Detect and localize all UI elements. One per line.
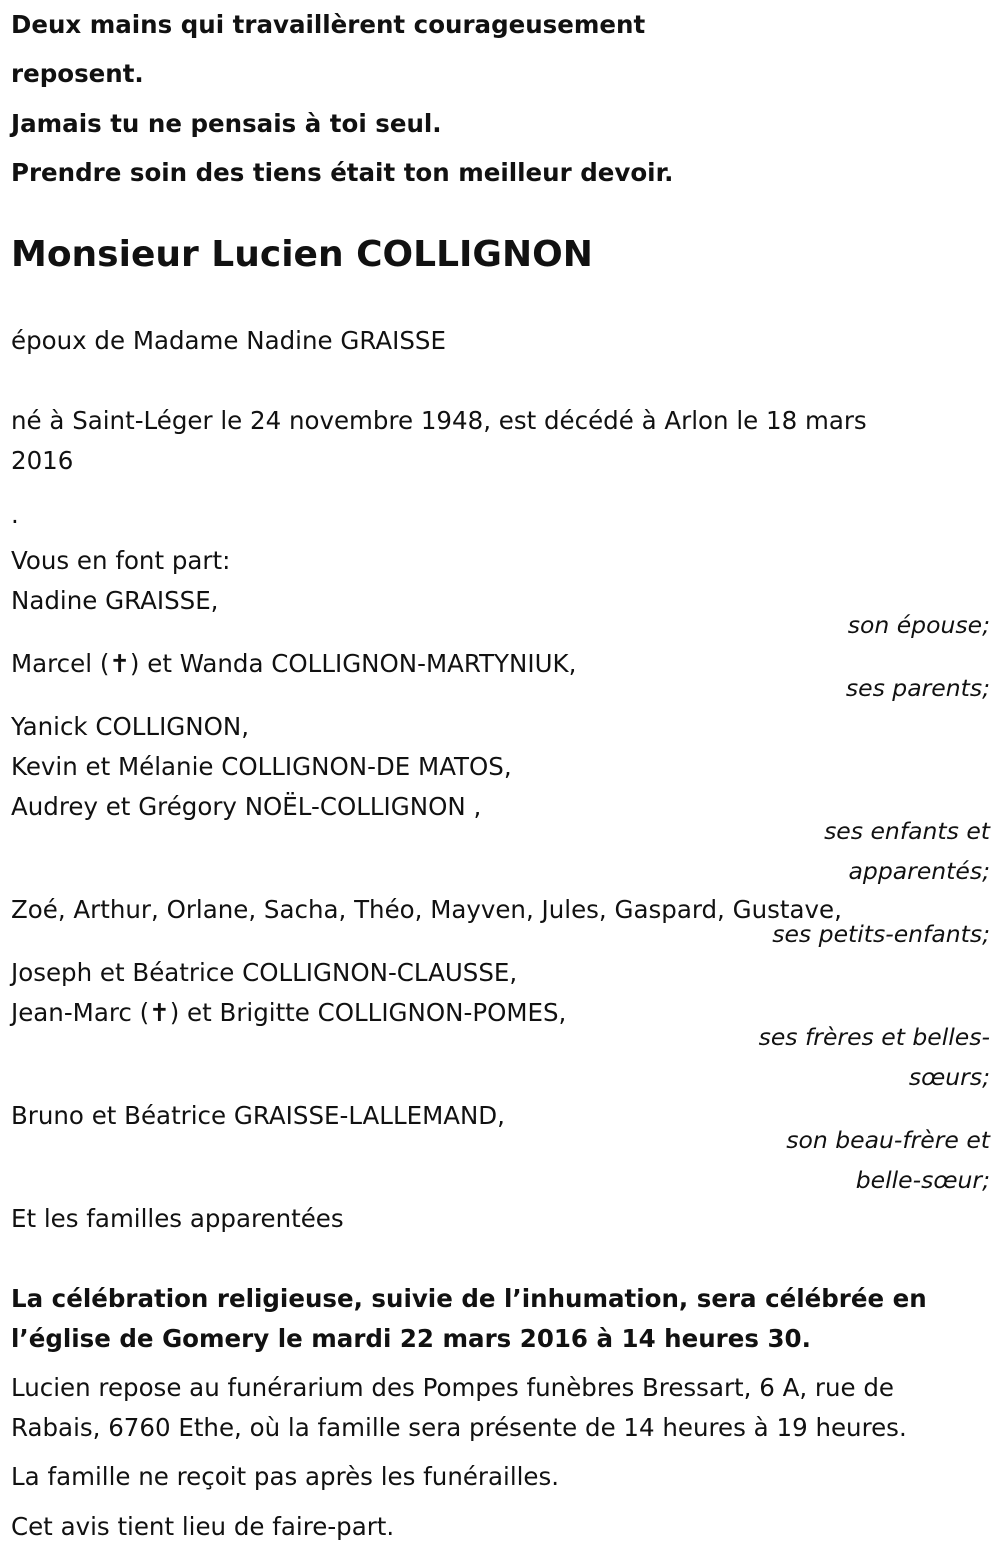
in-laws-relation-line-2: belle-sœur; [855, 1166, 990, 1194]
poem-line-2: reposent. [11, 59, 144, 88]
spouse-line: époux de Madame Nadine GRAISSE [11, 326, 446, 355]
parents-names: Marcel (✝) et Wanda COLLIGNON-MARTYNIUK, [11, 649, 577, 678]
children-relation-line-1: ses enfants et [824, 817, 990, 845]
poem-line-4: Prendre soin des tiens était ton meilleur devoir. [11, 158, 674, 187]
child-2: Kevin et Mélanie COLLIGNON-DE MATOS, [11, 752, 512, 781]
siblings-relation-line-2: sœurs; [908, 1063, 990, 1091]
repose-line-1: Lucien repose au funérarium des Pompes funèbres Bressart, 6 A, rue de [11, 1373, 895, 1402]
repose-line-2: Rabais, 6760 Ethe, où la famille sera présente de 14 heures à 19 heures. [11, 1413, 907, 1442]
in-laws-relation-line-1: son beau-frère et [786, 1126, 990, 1154]
ceremony-line-1: La célébration religieuse, suivie de l’inhumation, sera célébrée en [11, 1284, 927, 1313]
deceased-name: Monsieur Lucien COLLIGNON [11, 234, 593, 275]
child-3: Audrey et Grégory NOËL-COLLIGNON , [11, 792, 482, 821]
spouse-relation: son épouse; [847, 611, 990, 639]
related-families: Et les familles apparentées [11, 1204, 344, 1233]
in-laws-names: Bruno et Béatrice GRAISSE-LALLEMAND, [11, 1101, 505, 1130]
children-relation-line-2: apparentés; [848, 857, 990, 885]
separator-dot: . [11, 500, 19, 529]
poem-line-1: Deux mains qui travaillèrent courageusement [11, 10, 646, 39]
spouse-name: Nadine GRAISSE, [11, 586, 219, 615]
siblings-relation-line-1: ses frères et belles- [758, 1023, 990, 1051]
grandchildren-relation: ses petits-enfants; [772, 920, 990, 948]
no-reception-note: La famille ne reçoit pas après les funérailles. [11, 1462, 560, 1491]
birth-death-line-1: né à Saint-Léger le 24 novembre 1948, est décédé à Arlon le 18 mars [11, 406, 867, 435]
child-1: Yanick COLLIGNON, [11, 712, 250, 741]
poem-line-3: Jamais tu ne pensais à toi seul. [11, 109, 442, 138]
announcement-intro: Vous en font part: [11, 546, 231, 575]
parents-relation: ses parents; [845, 674, 990, 702]
notice-note: Cet avis tient lieu de faire-part. [11, 1512, 395, 1541]
sibling-1: Joseph et Béatrice COLLIGNON-CLAUSSE, [11, 958, 518, 987]
birth-death-line-2: 2016 [11, 446, 74, 475]
ceremony-line-2: l’église de Gomery le mardi 22 mars 2016 à 14 heures 30. [11, 1324, 811, 1353]
sibling-2: Jean-Marc (✝) et Brigitte COLLIGNON-POMES, [11, 998, 567, 1027]
grandchildren-names: Zoé, Arthur, Orlane, Sacha, Théo, Mayven, Jules, Gaspard, Gustave, [11, 895, 842, 924]
